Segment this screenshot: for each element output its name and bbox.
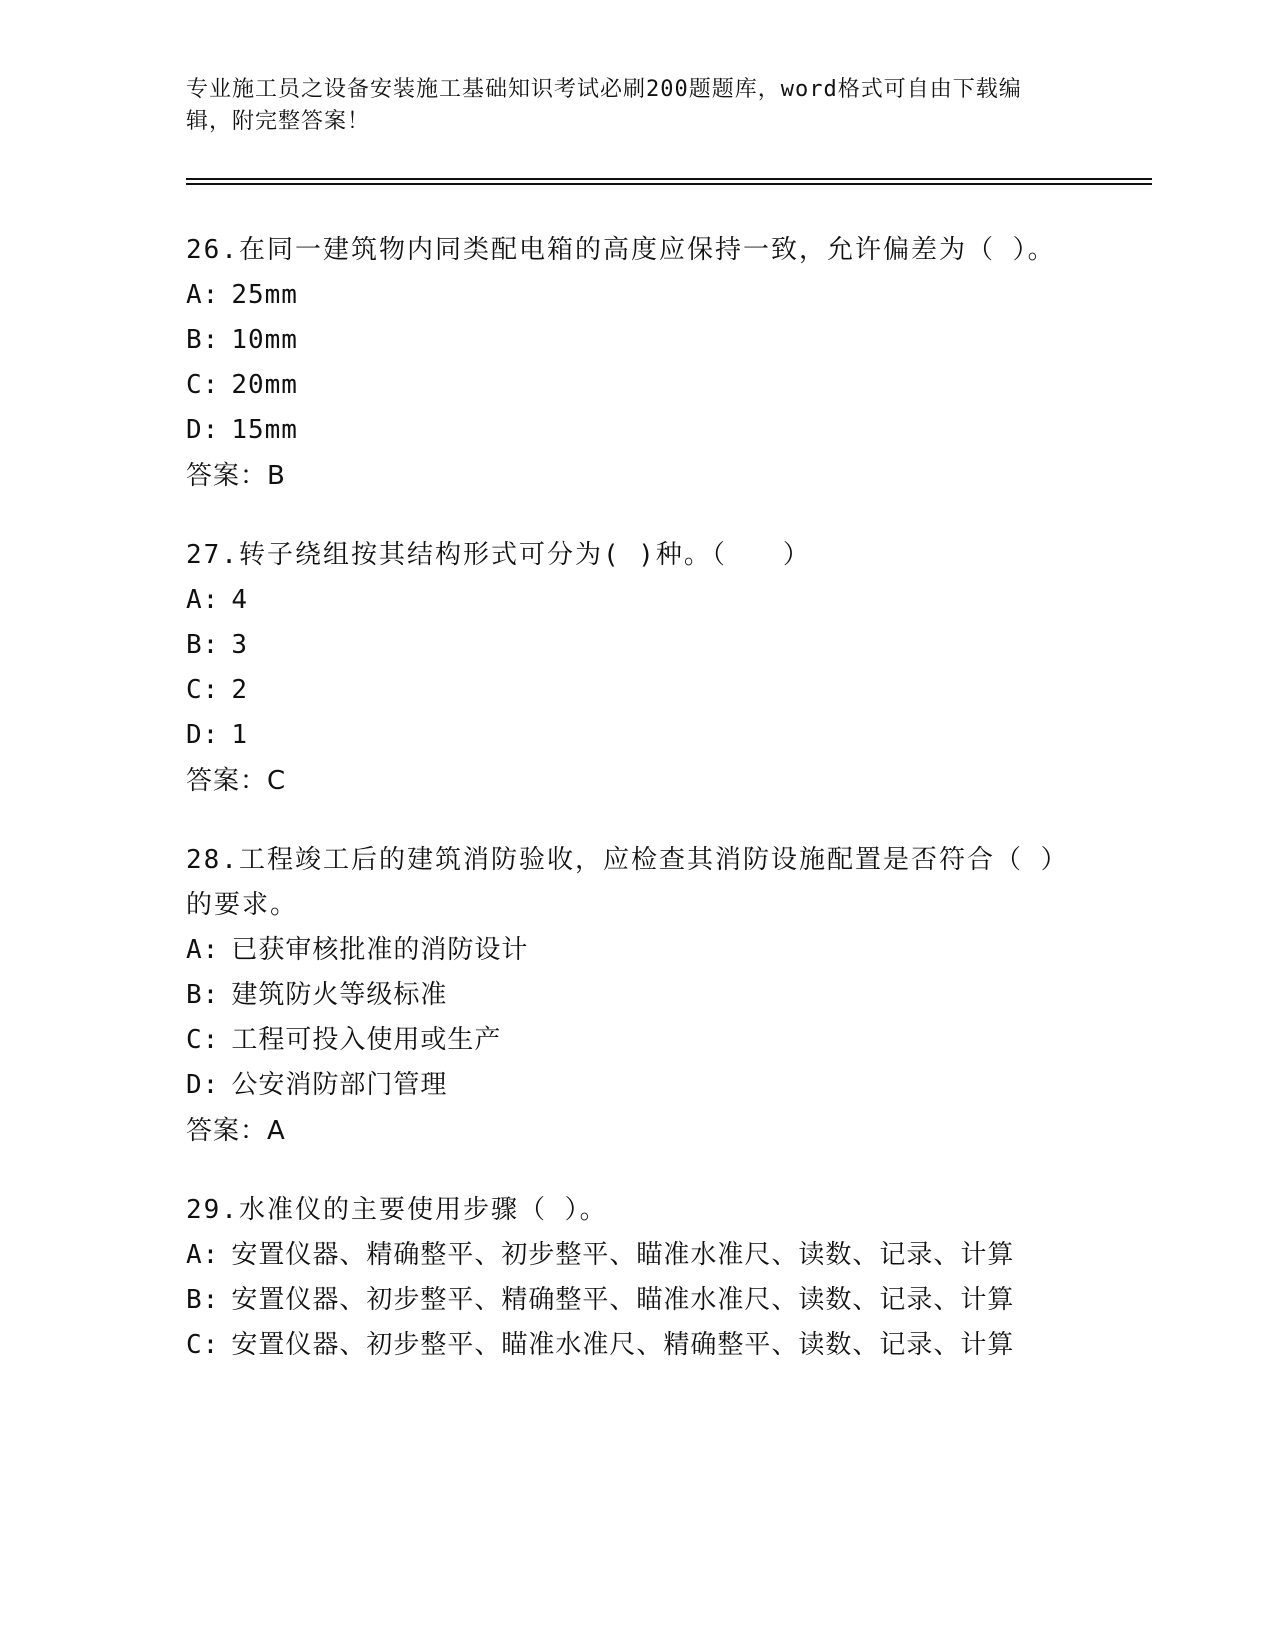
option-text: 工程可投入使用或生产 — [231, 1025, 502, 1055]
option-letter: D: — [186, 415, 220, 445]
option-letter: B: — [186, 1285, 220, 1315]
question-text: 26.在同一建筑物内同类配电箱的高度应保持一致，允许偏差为（ ）。 — [186, 235, 1056, 265]
option-text: 10mm — [231, 325, 298, 355]
option-letter: B: — [186, 630, 220, 660]
option-text: 15mm — [231, 415, 298, 445]
header-rule-bottom — [186, 183, 1152, 185]
option-text: 2 — [231, 675, 248, 705]
option-a — [186, 928, 1066, 973]
option-text: 建筑防火等级标准 — [231, 980, 448, 1010]
option-text: 20mm — [231, 370, 298, 400]
answer-line: 答案：C — [186, 766, 287, 796]
question-28 — [186, 838, 1066, 1154]
option-letter: A: — [186, 585, 220, 615]
option-d — [186, 408, 1066, 453]
option-b — [186, 318, 1066, 363]
option-b — [186, 973, 1066, 1018]
answer-line: 答案：B — [186, 461, 286, 491]
option-letter: A: — [186, 935, 220, 965]
question-29 — [186, 1188, 1066, 1368]
option-text: 安置仪器、初步整平、瞄准水准尺、精确整平、读数、记录、计算 — [231, 1330, 1015, 1360]
option-c — [186, 1018, 1066, 1063]
option-text: 公安消防部门管理 — [231, 1070, 448, 1100]
document-header: 专业施工员之设备安装施工基础知识考试必刷200题题库，word格式可自由下载编辑，附完整答案！ — [186, 77, 1022, 134]
option-text: 25mm — [231, 280, 298, 310]
option-text: 已获审核批准的消防设计 — [231, 935, 529, 965]
option-text: 4 — [231, 585, 248, 615]
option-letter: A: — [186, 280, 220, 310]
question-list — [186, 228, 1066, 1402]
option-b — [186, 623, 1066, 668]
option-text: 安置仪器、初步整平、精确整平、瞄准水准尺、读数、记录、计算 — [231, 1285, 1015, 1315]
option-text: 3 — [231, 630, 248, 660]
question-26 — [186, 228, 1066, 499]
question-text: 29.水准仪的主要使用步骤（ ）。 — [186, 1195, 608, 1225]
question-27 — [186, 533, 1066, 804]
option-a — [186, 1233, 1066, 1278]
question-text: 27.转子绕组按其结构形式可分为( )种。（ ） — [186, 540, 811, 570]
option-d — [186, 713, 1066, 758]
option-d — [186, 1063, 1066, 1108]
option-letter: C: — [186, 1025, 220, 1055]
option-a — [186, 578, 1066, 623]
option-text: 安置仪器、精确整平、初步整平、瞄准水准尺、读数、记录、计算 — [231, 1240, 1015, 1270]
option-b — [186, 1278, 1066, 1323]
option-letter: D: — [186, 1070, 220, 1100]
option-letter: A: — [186, 1240, 220, 1270]
header-rule-top — [186, 178, 1152, 180]
option-a — [186, 273, 1066, 318]
option-letter: B: — [186, 325, 220, 355]
option-c — [186, 363, 1066, 408]
option-letter: C: — [186, 370, 220, 400]
option-letter: D: — [186, 720, 220, 750]
option-letter: C: — [186, 675, 220, 705]
option-c — [186, 1323, 1066, 1368]
option-c — [186, 668, 1066, 713]
option-letter: B: — [186, 980, 220, 1010]
option-letter: C: — [186, 1330, 220, 1360]
answer-line: 答案：A — [186, 1116, 286, 1146]
option-text: 1 — [231, 720, 248, 750]
question-text: 28.工程竣工后的建筑消防验收，应检查其消防设施配置是否符合（ ）的要求。 — [186, 845, 1056, 920]
